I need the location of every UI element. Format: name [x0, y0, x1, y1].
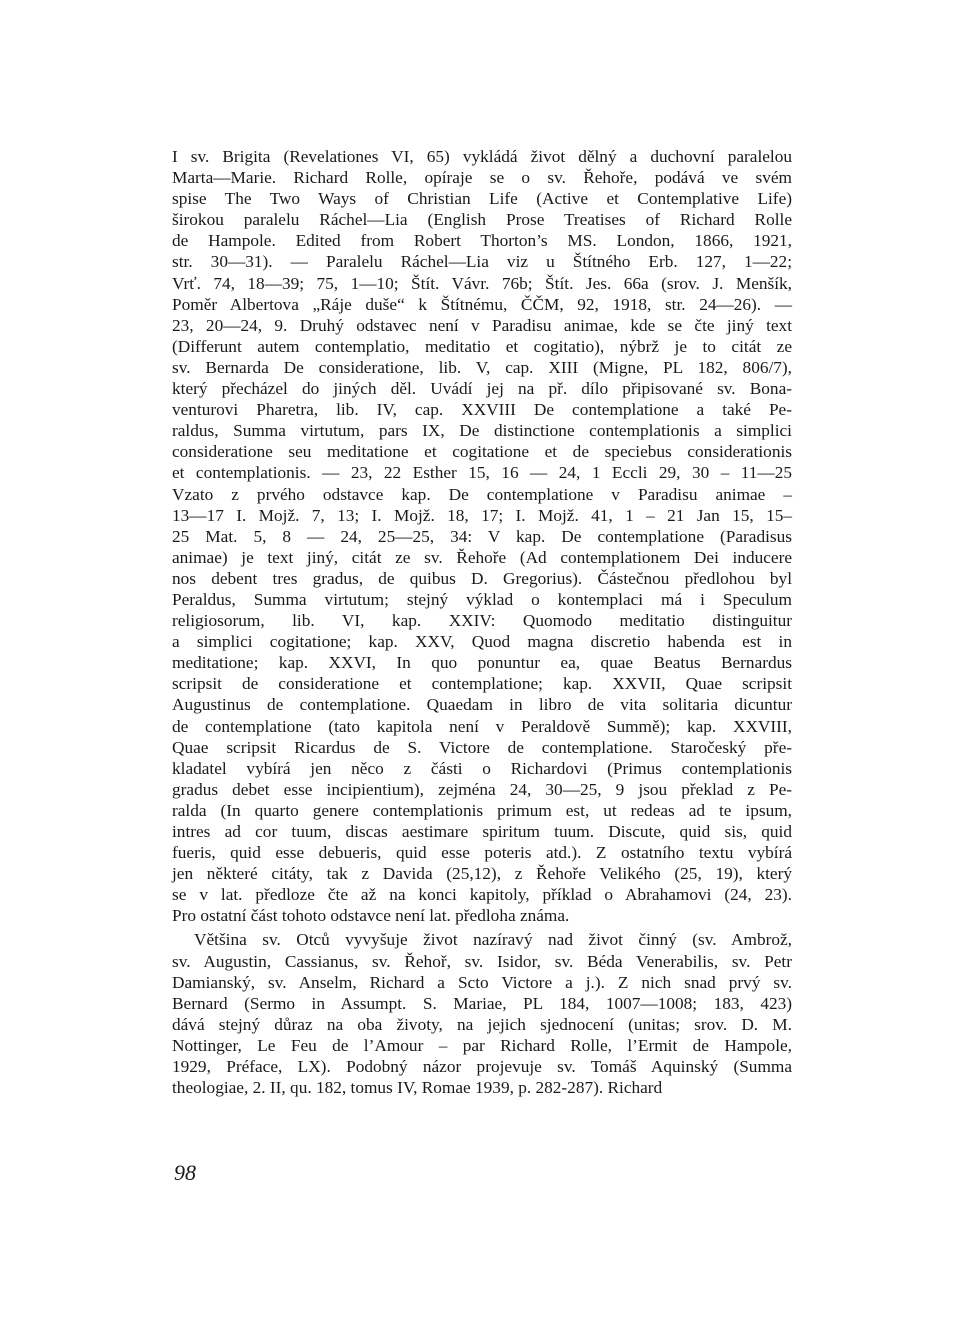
paragraph-church-fathers — [172, 929, 792, 1098]
text-line: Peraldus, Summa virtutum; stejný výklad o kontemplaci má i Speculum — [172, 589, 792, 609]
text-line: se v lat. předloze čte až na konci kapitoly, příklad o Abrahamovi (24, 23). — [172, 885, 792, 905]
text-line: Poměr Albertova „Ráje duše“ k Štítnému, ČČM, 92, 1918, str. 24—26). — — [172, 294, 792, 314]
page-number: 98 — [174, 1160, 196, 1185]
text-line: sv. Augustin, Cassianus, sv. Řehoř, sv. Isidor, sv. Béda Venerabilis, sv. Petr — [172, 951, 792, 971]
text-line: I sv. Brigita (Revelationes VI, 65) vykládá život dělný a duchovní paralelou — [172, 147, 792, 166]
text-line: který přecházel do jiných děl. Uvádí jej na př. dílo připisované sv. Bona- — [172, 379, 792, 399]
text-line: dává stejný důraz na oba životy, na jejich sjednocení (unitas; srov. D. M. — [172, 1014, 792, 1034]
text-line: Damianský, sv. Anselm, Richard a Scto Victore a j.). Z nich snad prvý sv. — [172, 972, 792, 992]
text-line: Marta—Marie. Richard Rolle, opíraje se o sv. Řehoře, podává ve svém — [172, 168, 792, 188]
text-line: Vzato z prvého odstavce kap. De contemplatione v Paradisu animae – — [172, 484, 792, 504]
text-line: animae) je text jiný, citát ze sv. Řehoře (Ad contemplationem Dei inducere — [172, 547, 792, 567]
text-line: 25 Mat. 5, 8 — 24, 25—25, 34: V kap. De contemplatione (Paradisus — [172, 526, 792, 546]
text-line: str. 30—31). — Paralelu Ráchel—Lia viz u Štítného Erb. 127, 1—22; — [172, 252, 792, 272]
text-line: 13—17 I. Mojž. 7, 13; I. Mojž. 18, 17; I. Mojž. 41, 1 – 21 Jan 15, 15– — [172, 505, 792, 525]
text-line: širokou paralelu Ráchel—Lia (English Prose Treatises of Richard Rolle — [172, 210, 792, 230]
body-text — [172, 146, 792, 1098]
text-line: 23, 20—24, 9. Druhý odstavec není v Paradisu animae, kde se čte jiný text — [172, 315, 792, 335]
paragraph-commentary — [172, 146, 792, 926]
text-line: nos debent tres gradus, de quibus D. Gregorius). Částečnou předlohou byl — [172, 568, 792, 588]
text-line: Bernard (Sermo in Assumpt. S. Mariae, PL 184, 1007—1008; 183, 423) — [172, 993, 792, 1013]
text-line: Pro ostatní část tohoto odstavce není lat. předloha známa. — [172, 906, 570, 926]
text-line: scripsit de consideratione et contemplatione; kap. XXVII, Quae scripsit — [172, 674, 792, 694]
text-line: jen některé citáty, tak z Davida (25,12), z Řehoře Velikého (25, 19), který — [172, 864, 792, 884]
text-line: religiosorum, lib. VI, kap. XXIV: Quomodo meditatio distinguitur — [172, 611, 792, 631]
text-line: fueris, quid esse debueris, quid esse poteris atd.). Z ostatního textu vybírá — [172, 843, 792, 863]
text-line: raldus, Summa virtutum, pars IX, De distinctione contemplationis a simplici — [172, 421, 792, 441]
text-line: (Differunt autem contemplatio, meditatio et cogitatio), nýbrž je to citát ze — [172, 336, 792, 356]
text-line: Quae scripsit Ricardus de S. Victore de contemplatione. Staročeský pře- — [172, 737, 792, 757]
text-line: de Hampole. Edited from Robert Thorton’s MS. London, 1866, 1921, — [172, 231, 792, 251]
text-line: Nottinger, Le Feu de l’Amour – par Richard Rolle, l’Ermit de Hampole, — [172, 1035, 792, 1055]
text-line: Augustinus de contemplatione. Quaedam in libro de vita solitaria dicuntur — [172, 695, 792, 715]
text-line: intres ad cor tuum, discas aestimare spiritum tuum. Discute, quid sis, quid — [172, 822, 792, 841]
text-line: Vrť. 74, 18—39; 75, 1—10; Štít. Vávr. 76b; Štít. Jes. 66a (srov. J. Menšík, — [172, 273, 792, 293]
text-line: sv. Bernarda De consideratione, lib. V, cap. XIII (Migne, PL 182, 806/7), — [172, 357, 792, 377]
text-line: venturovi Pharetra, lib. IV, cap. XXVIII De contemplatione a také Pe- — [172, 400, 792, 420]
text-line: meditatione; kap. XXVI, In quo ponuntur ea, quae Beatus Bernardus — [172, 653, 792, 673]
text-line: de contemplatione (tato kapitola není v Peraldově Summě); kap. XXVIII, — [172, 716, 792, 736]
text-line: et contemplationis. — 23, 22 Esther 15, 16 — 24, 1 Eccli 29, 30 – 11—25 — [172, 463, 792, 483]
text-line: kladatel vybírá jen něco z části o Richardovi (Primus contemplationis — [172, 758, 792, 778]
text-line: Většina sv. Otců vyvyšuje život nazíravý nad život činný (sv. Ambrož, — [194, 930, 792, 950]
text-line: 1929, Préface, LX). Podobný názor projevuje sv. Tomáš Aquinský (Summa — [172, 1057, 792, 1077]
text-line: spise The Two Ways of Christian Life (Active et Contemplative Life) — [172, 189, 792, 209]
text-line: a simplici cogitatione; kap. XXV, Quod magna discretio habenda est in — [172, 632, 792, 652]
text-line: gradus debet esse incipientium), zejména 24, 30—25, 9 jsou překlad z Pe- — [172, 779, 792, 799]
text-line: consideratione seu meditatione et cogitatione et de speciebus considerationis — [172, 442, 792, 462]
text-line: ralda (In quarto genere contemplationis primum est, ut redeas ad te ipsum, — [172, 800, 792, 820]
text-line: theologiae, 2. II, qu. 182, tomus IV, Romae 1939, p. 282-287). Richard — [172, 1078, 663, 1098]
